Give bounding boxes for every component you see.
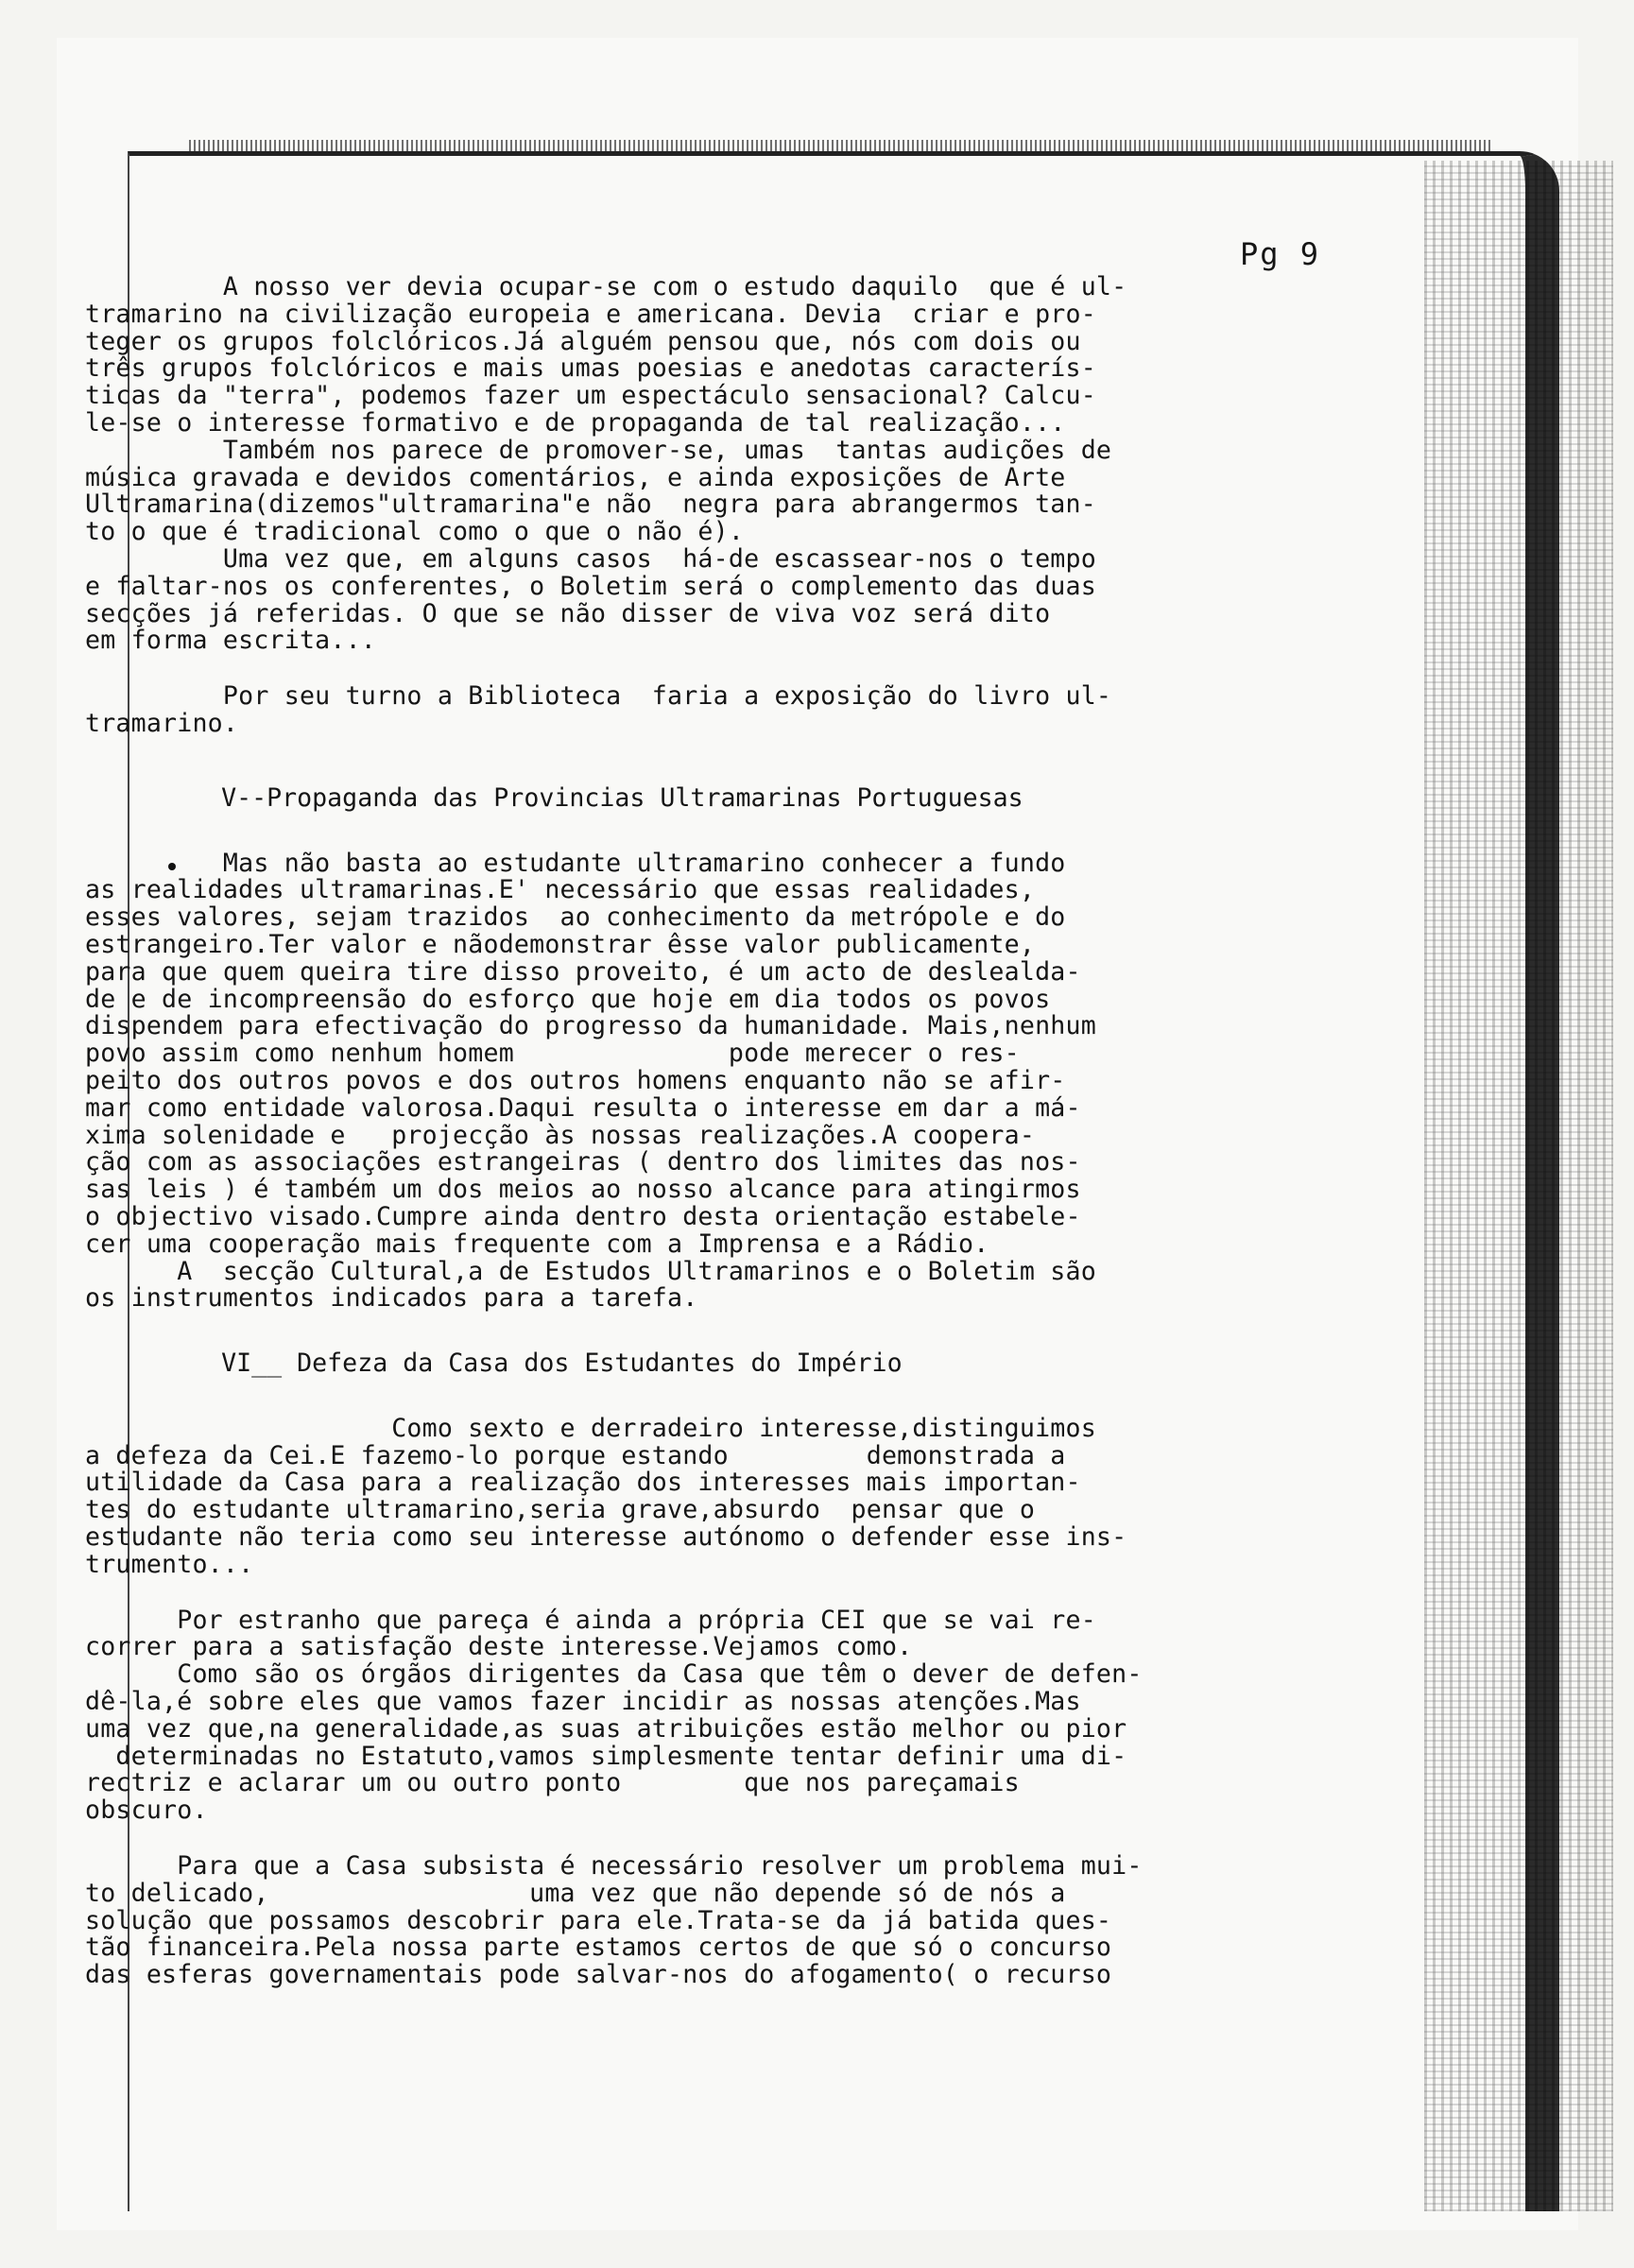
text-line: a defeza da Cei.E fazemo-lo porque estando demonstrada a [85, 1440, 1066, 1470]
paragraph-1 [85, 274, 1389, 438]
text-line: Também nos parece de promover-se, umas tantas audições de [85, 435, 1112, 465]
text-line: tramarino. [85, 708, 239, 738]
section-5-heading: V--Propaganda das Provincias Ultramarinas Portuguesas [85, 782, 1023, 813]
text-line: sas leis ) é também um dos meios ao nosso alcance para atingirmos [85, 1175, 1081, 1205]
paragraph-4 [85, 683, 1389, 738]
text-line: Como são os órgãos dirigentes da Casa que têm o dever de defen- [85, 1659, 1143, 1690]
scan-noise-right [1424, 161, 1613, 2211]
text-line: Para que a Casa subsista é necessário resolver um problema mui- [85, 1851, 1143, 1881]
text-line: correr para a satisfação deste interesse.Vejamos como. [85, 1632, 913, 1662]
paragraph-8 [85, 1607, 1389, 1662]
text-line: as realidades ultramarinas.E' necessário que essas realidades, [85, 875, 1036, 905]
paragraph-2 [85, 435, 1389, 547]
text-line: Uma vez que, em alguns casos há-de escassear-nos o tempo [85, 543, 1096, 574]
text-line: peito dos outros povos e dos outros homens enquanto não se afir- [85, 1065, 1066, 1095]
text-line: tes do estudante ultramarino,seria grave,absurdo pensar que o [85, 1495, 1036, 1525]
text-line: solução que possamos descobrir para ele.Trata-se da já batida ques- [85, 1905, 1112, 1935]
text-line: povo assim como nenhum homem pode merecer o res- [85, 1039, 1020, 1069]
text-line: em forma escrita... [85, 626, 377, 656]
document-body [85, 274, 1389, 1989]
text-line: obscuro. [85, 1796, 208, 1826]
text-line: esses valores, sejam trazidos ao conhecimento da metrópole e do [85, 902, 1066, 933]
text-line: rectriz e aclarar um ou outro ponto que nos pareçamais [85, 1768, 1020, 1798]
text-line: dispendem para efectivação do progresso da humanidade. Mais,nenhum [85, 1011, 1096, 1041]
text-line: tramarino na civilização europeia e americana. Devia criar e pro- [85, 299, 1096, 329]
section-6-heading: VI__ Defeza da Casa dos Estudantes do Império [85, 1349, 903, 1379]
text-line: estrangeiro.Ter valor e nãodemonstrar êsse valor publicamente, [85, 929, 1036, 959]
text-line: Mas não basta ao estudante ultramarino conhecer a fundo [85, 848, 1066, 878]
text-line: ticas da "terra", podemos fazer um espectáculo sensacional? Calcu- [85, 381, 1096, 411]
text-line: A secção Cultural,a de Estudos Ultramarinos e o Boletim são [85, 1256, 1096, 1286]
text-line: mar como entidade valorosa.Daqui resulta o interesse em dar a má- [85, 1092, 1081, 1123]
paragraph-7 [85, 1413, 1389, 1579]
text-line: cer uma cooperação mais frequente com a Imprensa e a Rádio. [85, 1228, 989, 1259]
text-line: A nosso ver devia ocupar-se com o estudo daquilo que é ul- [85, 272, 1127, 301]
text-line: o objectivo visado.Cumpre ainda dentro desta orientação estabele- [85, 1201, 1081, 1231]
text-line: to delicado, uma vez que não depende só de nós a [85, 1878, 1066, 1908]
text-line: Ultramarina(dizemos"ultramarina"e não negra para abrangermos tan- [85, 490, 1096, 520]
text-line: utilidade da Casa para a realização dos interesses mais importan- [85, 1468, 1081, 1498]
text-line: uma vez que,na generalidade,as suas atribuições estão melhor ou pior [85, 1713, 1127, 1744]
paragraph-3 [85, 543, 1389, 656]
text-line: dê-la,é sobre eles que vamos fazer incidir as nossas atenções.Mas [85, 1687, 1081, 1717]
text-line: Por seu turno a Biblioteca faria a exposição do livro ul- [85, 681, 1112, 712]
paragraph-9 [85, 1661, 1389, 1825]
text-line: das esferas governamentais pode salvar-nos do afogamento( o recurso [85, 1960, 1112, 1990]
text-line: secções já referidas. O que se não disser de viva voz será dito [85, 598, 1051, 628]
paragraph-10 [85, 1853, 1389, 1989]
text-line: Como sexto e derradeiro interesse,distinguimos [85, 1413, 1096, 1443]
text-line: trumento... [85, 1549, 254, 1579]
paragraph-5 [85, 850, 1389, 1259]
text-line: de e de incompreensão do esforço que hoje em dia todos os povos [85, 984, 1051, 1014]
text-line: estudante não teria como seu interesse autónomo o defender esse ins- [85, 1522, 1127, 1553]
text-line: xima solenidade e projecção às nossas realizações.A coopera- [85, 1120, 1036, 1150]
text-line: e faltar-nos os conferentes, o Boletim será o complemento das duas [85, 571, 1096, 601]
text-line: to o que é tradicional como o que o não é). [85, 517, 745, 547]
text-line: teger os grupos folclóricos.Já alguém pensou que, nós com dois ou [85, 326, 1081, 356]
text-line: música gravada e devidos comentários, e ainda exposições de Arte [85, 462, 1066, 492]
text-line: os instrumentos indicados para a tarefa. [85, 1283, 698, 1314]
page-number: Pg 9 [1240, 236, 1321, 272]
text-line: para que quem queira tire disso proveito, é um acto de deslealda- [85, 956, 1081, 987]
text-line: determinadas no Estatuto,vamos simplesmente tentar definir uma di- [85, 1741, 1127, 1771]
text-line: três grupos folclóricos e mais umas poesias e anedotas caracterís- [85, 353, 1096, 384]
text-line: le-se o interesse formativo e de propaganda de tal realização... [85, 407, 1066, 438]
text-line: tão financeira.Pela nossa parte estamos certos de que só o concurso [85, 1933, 1112, 1963]
paragraph-6 [85, 1256, 1389, 1314]
text-line: Por estranho que pareça é ainda a própria CEI que se vai re- [85, 1605, 1096, 1635]
text-line: ção com as associações estrangeiras ( dentro dos limites das nos- [85, 1147, 1081, 1177]
